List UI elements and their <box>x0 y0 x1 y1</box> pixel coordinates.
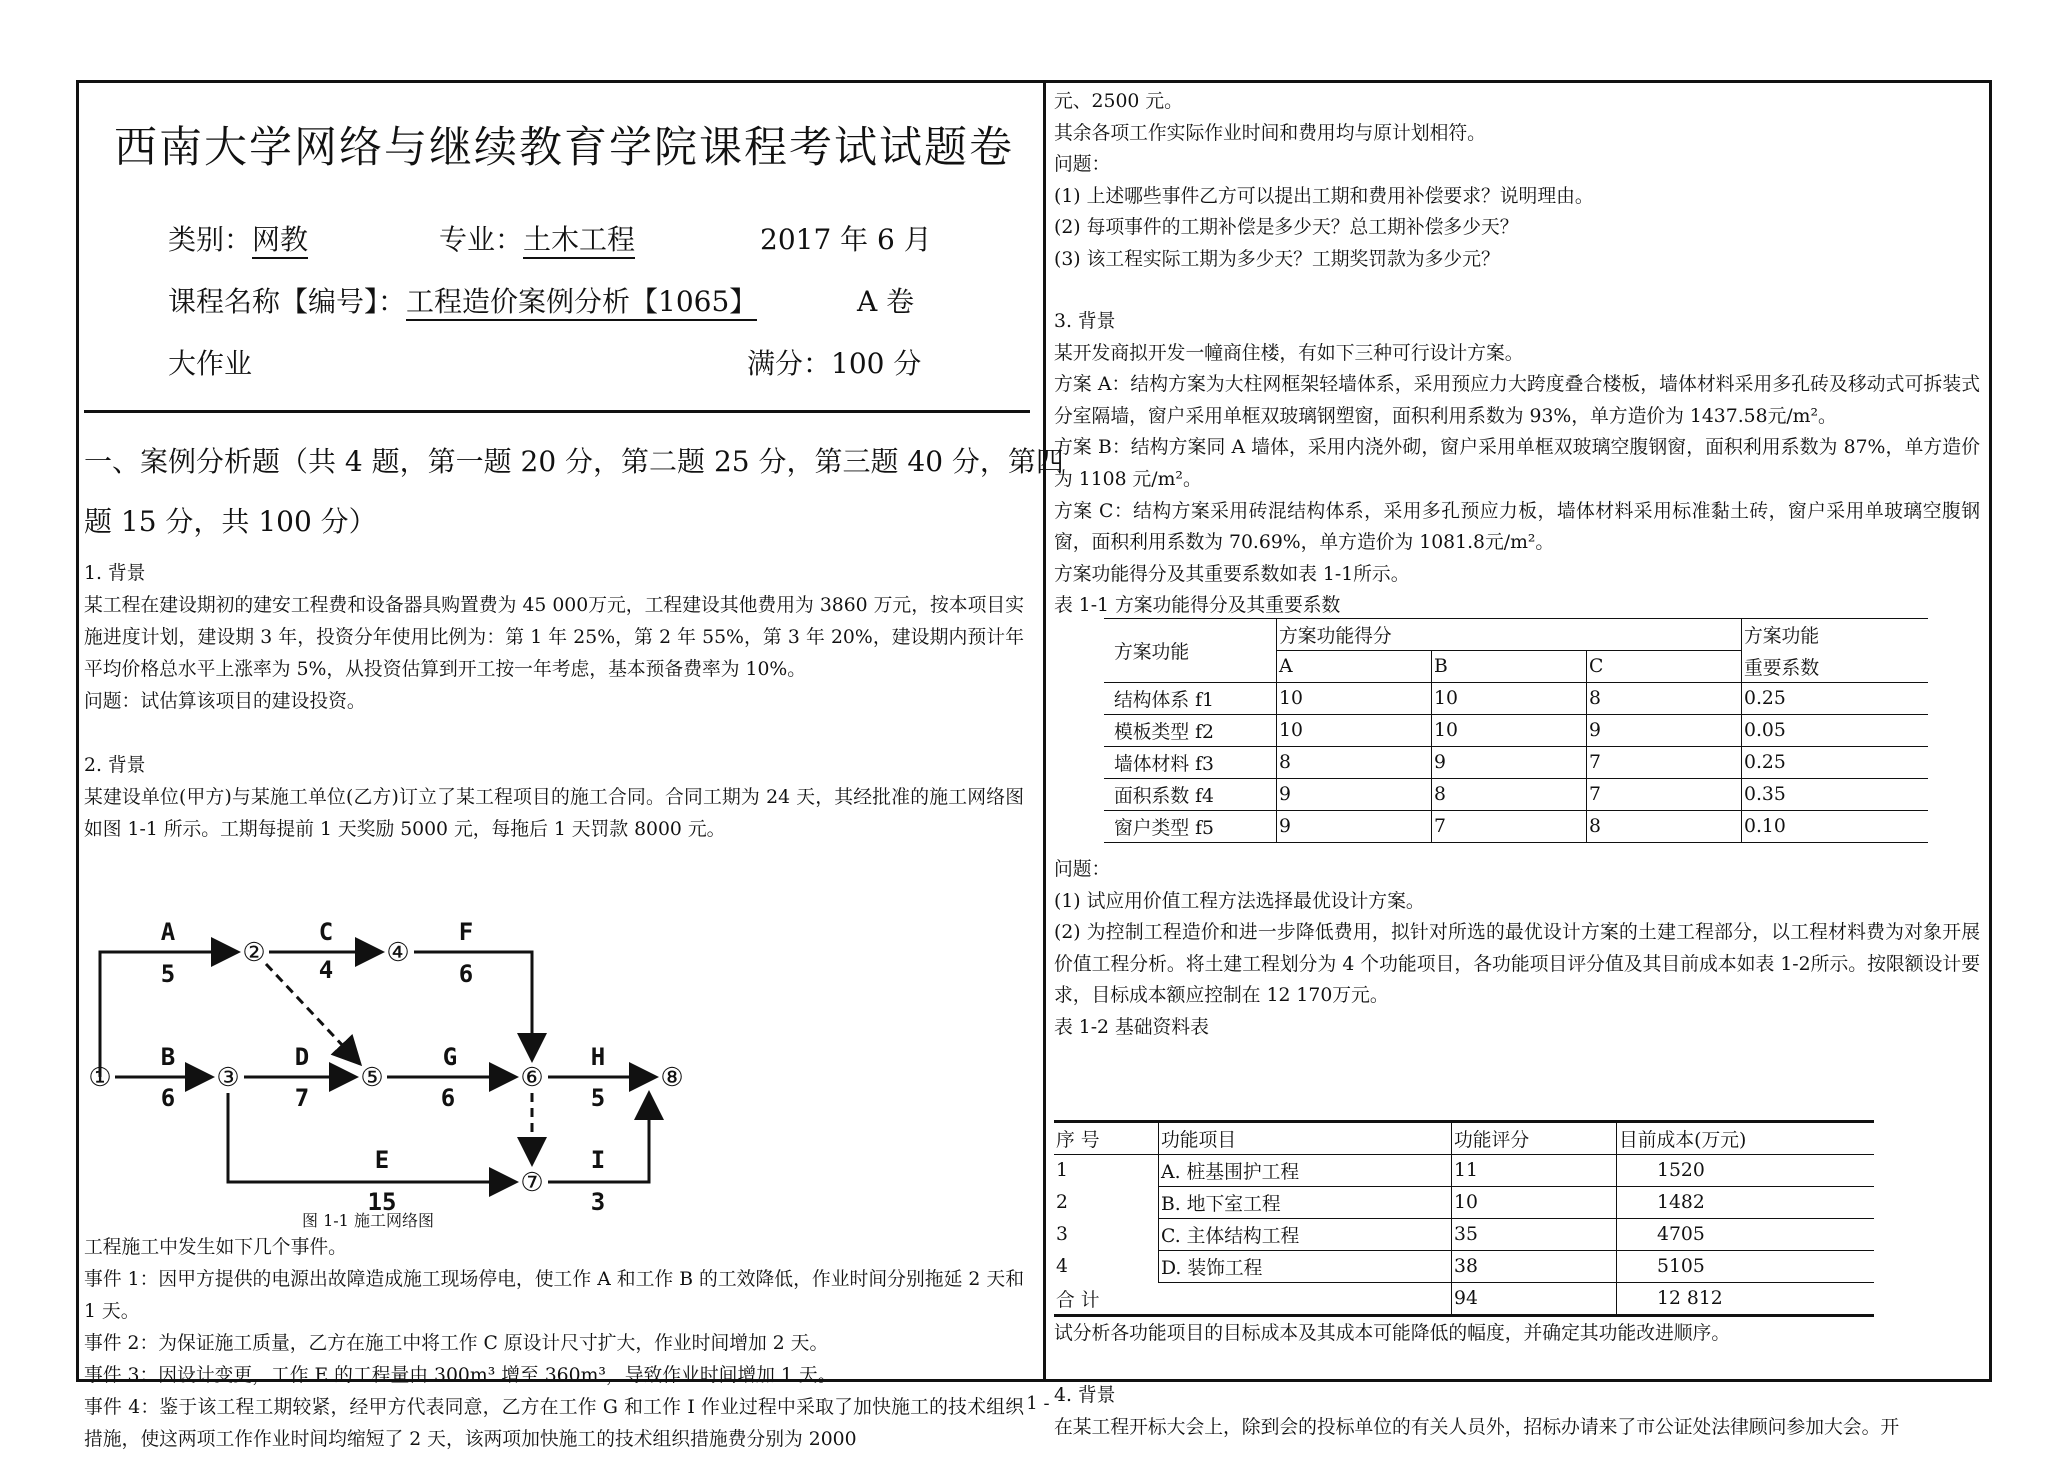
dummy-2-5-arrow <box>266 964 360 1064</box>
table-total-row <box>1054 1283 1874 1316</box>
t1-cell: 8 <box>1587 811 1742 843</box>
event-1: 事件 1：因甲方提供的电源出故障造成施工现场停电，使工作 A 和工作 B 的工效降低，作业时间分别拖延 2 天和 1 天。 <box>84 1269 1024 1322</box>
exam-date: 2017 年 6 月 <box>760 223 932 256</box>
t2-cell: 35 <box>1452 1219 1617 1251</box>
node-3: ③ <box>216 1063 240 1093</box>
table-row <box>1104 811 1928 843</box>
t1-cell: 8 <box>1587 683 1742 715</box>
t1-cell: 0.25 <box>1742 683 1929 715</box>
activity-D-duration: 7 <box>294 1084 310 1112</box>
t2-cell: 5105 <box>1617 1251 1875 1283</box>
section-title-line1: 一、案例分析题（共 4 题，第一题 20 分，第二题 25 分，第三题 40 分，第四 <box>84 445 1064 478</box>
q4-body: 在某工程开标大会上，除到会的投标单位的有关人员外，招标办请来了市公证处法律顾问参加大会。开 <box>1054 1416 1900 1438</box>
question-2-events <box>84 1232 1024 1456</box>
t2-cell: D. 装饰工程 <box>1159 1251 1452 1283</box>
t1-cell: 结构体系 f1 <box>1104 683 1277 715</box>
q1-body: 某工程在建设期初的建安工程费和设备器具购置费为 45 000万元，工程建设其他费用为 3860 万元，按本项目实施进度计划，建设期 3 年，投资分年使用比例为：第 1 年 25%，第 2 年 55%，第 3 年 20%，建设期内预计年平均价格总水平上涨率为 5%，从投资估算到开工按一年考虑，基本预备费率为 10%。 <box>84 595 1024 680</box>
table-row <box>1104 779 1928 811</box>
figure-caption: 图 1-1 施工网络图 <box>302 1211 434 1230</box>
t1-cell: 模板类型 f2 <box>1104 715 1277 747</box>
t2-head: 功能项目 <box>1159 1122 1452 1155</box>
q3-score-note: 方案功能得分及其重要系数如表 1-1所示。 <box>1054 563 1410 585</box>
paper-type: A 卷 <box>857 285 915 318</box>
exam-title: 西南大学网络与继续教育学院课程考试试题卷 <box>114 123 1014 173</box>
course-label: 课程名称【编号】： <box>168 285 407 318</box>
q3-head: 3. 背景 <box>1054 311 1116 332</box>
question-3-part2 <box>1054 854 1980 1044</box>
t1-head-a: A <box>1277 651 1432 683</box>
t1-cell: 8 <box>1432 779 1587 811</box>
t2-cell: 1 <box>1056 1160 1068 1182</box>
table-row <box>1054 1187 1874 1219</box>
q2-questions-head: 问题： <box>1054 154 1111 176</box>
table-row <box>1104 683 1928 715</box>
activity-A-label: A <box>160 918 176 946</box>
table1-title: 表 1-1 方案功能得分及其重要系数 <box>1054 595 1341 617</box>
t1-cell: 0.05 <box>1742 715 1929 747</box>
t1-cell: 9 <box>1277 779 1432 811</box>
course <box>168 280 757 320</box>
t1-cell: 7 <box>1432 811 1587 843</box>
t1-head-weight2: 重要系数 <box>1742 651 1929 683</box>
category-label: 类别： <box>168 223 253 256</box>
other-items-note: 其余各项工作实际作业时间和费用均与原计划相符。 <box>1054 122 1486 144</box>
header-rule <box>84 410 1030 413</box>
t1-head-weight1: 方案功能 <box>1742 619 1929 651</box>
activity-D-label: D <box>294 1043 310 1071</box>
q3-intro: 某开发商拟开发一幢商住楼，有如下三种可行设计方案。 <box>1054 342 1524 364</box>
table2-title: 表 1-2 基础资料表 <box>1054 1016 1209 1038</box>
t1-head-b: B <box>1432 651 1587 683</box>
t2-cell: 10 <box>1452 1187 1617 1219</box>
table-row <box>1054 1251 1874 1283</box>
question-2-continued <box>1054 86 1980 276</box>
activity-B-duration: 6 <box>160 1084 176 1112</box>
table-1-1 <box>1104 618 1928 843</box>
t2-cell: C. 主体结构工程 <box>1159 1219 1452 1251</box>
activity-I-duration: 3 <box>590 1188 606 1216</box>
full-score: 满分：100 分 <box>747 347 922 380</box>
t2-cell: 38 <box>1452 1251 1617 1283</box>
question-1 <box>84 558 1024 718</box>
activity-I-label: I <box>590 1146 606 1174</box>
t2-cell: 2 <box>1056 1192 1068 1213</box>
t1-cell: 10 <box>1277 683 1432 715</box>
activity-C-duration: 4 <box>318 956 334 984</box>
table-row <box>1104 715 1928 747</box>
event-4: 事件 4：鉴于该工程工期较紧，经甲方代表同意，乙方在工作 G 和工作 I 作业过程中采取了加快施工的技术组织措施，使这两项工作作业时间均缩短了 2 天，该两项加快施工的技术组织措施费分别为 2000 <box>84 1397 1024 1450</box>
q3-questions-head: 问题： <box>1054 859 1111 880</box>
node-4: ④ <box>386 938 410 968</box>
node-5: ⑤ <box>360 1063 384 1093</box>
t2-cell: 1482 <box>1617 1187 1875 1219</box>
q1-question: 问题：试估算该项目的建设投资。 <box>84 691 366 712</box>
table-row <box>1104 747 1928 779</box>
question-3 <box>1054 306 1980 622</box>
t1-cell: 7 <box>1587 747 1742 779</box>
t1-cell: 墙体材料 f3 <box>1104 747 1277 779</box>
section-title-line2: 题 15 分，共 100 分） <box>84 505 377 538</box>
t1-cell: 10 <box>1432 683 1587 715</box>
activity-H-duration: 5 <box>590 1084 606 1112</box>
q3-question-1: (1) 试应用价值工程方法选择最优设计方案。 <box>1054 890 1425 912</box>
node-6: ⑥ <box>520 1063 544 1093</box>
category <box>168 218 308 258</box>
activity-F-duration: 6 <box>458 960 474 988</box>
q2-question-2: (2) 每项事件的工期补偿是多少天？总工期补偿多少天？ <box>1054 217 1519 239</box>
course-value: 工程造价案例分析【1065】 <box>406 285 757 321</box>
t2-cell: 11 <box>1452 1155 1617 1187</box>
t2-cell: A. 桩基围护工程 <box>1159 1155 1452 1187</box>
q4-head: 4. 背景 <box>1054 1385 1116 1406</box>
t1-head-func: 方案功能 <box>1104 619 1277 683</box>
t2-cell: 1520 <box>1617 1155 1875 1187</box>
activity-F-label: F <box>458 918 474 946</box>
column-divider <box>1043 80 1046 1382</box>
q3-plan-c: 方案 C：结构方案采用砖混结构体系，采用多孔预应力板，墙体材料采用标准黏土砖，窗户采用单玻璃空腹钢窗，面积利用系数为 70.69%，单方造价为 1081.8元/m²。 <box>1054 500 1980 554</box>
activity-E-label: E <box>374 1146 390 1174</box>
major-label: 专业： <box>439 223 524 256</box>
page-number: - 1 - <box>1014 1393 1050 1414</box>
q1-head: 1. 背景 <box>84 563 146 584</box>
q2-body: 某建设单位(甲方)与某施工单位(乙方)订立了某工程项目的施工合同。合同工期为 24 天，其经批准的施工网络图如图 1-1 所示。工期每提前 1 天奖励 5000 元，每拖后 1 天罚款 8000 元。 <box>84 787 1024 840</box>
t2-head: 序 号 <box>1056 1130 1100 1151</box>
t1-cell: 0.25 <box>1742 747 1929 779</box>
node-7: ⑦ <box>520 1168 544 1198</box>
table-1-2 <box>1054 1120 1874 1317</box>
t1-cell: 10 <box>1432 715 1587 747</box>
t1-cell: 10 <box>1277 715 1432 747</box>
t2-head: 目前成本(万元) <box>1617 1122 1875 1155</box>
assignment-type: 大作业 <box>168 347 253 380</box>
t1-cell: 8 <box>1277 747 1432 779</box>
t2-cell: 12 812 <box>1617 1283 1875 1316</box>
table-row <box>1054 1155 1874 1187</box>
node-8: ⑧ <box>660 1063 684 1093</box>
activity-H-label: H <box>590 1043 606 1071</box>
t1-cell: 9 <box>1587 715 1742 747</box>
q3-plan-a: 方案 A：结构方案为大柱网框架轻墙体系，采用预应力大跨度叠合楼板，墙体材料采用多孔砖及移动式可拆装式分室隔墙，窗户采用单框双玻璃钢塑窗，面积利用系数为 93%，单方造价为 1437.58元/m²。 <box>1054 374 1980 427</box>
activity-C-label: C <box>318 918 334 946</box>
q3-question-2: (2) 为控制工程造价和进一步降低费用，拟针对所选的最优设计方案的土建工程部分，以工程材料费为对象开展价值工程分析。将土建工程划分为 4 个功能项目，各功能项目评分值及其目前成本如表 1-2所示。按限额设计要求，目标成本额应控制在 12 170万元。 <box>1054 922 1980 1007</box>
event-2: 事件 2：为保证施工质量，乙方在施工中将工作 C 原设计尺寸扩大，作业时间增加 2 天。 <box>84 1333 829 1354</box>
t1-cell: 9 <box>1277 811 1432 843</box>
activity-G-label: G <box>442 1043 458 1071</box>
question-2 <box>84 750 1024 846</box>
activity-B-label: B <box>160 1043 176 1071</box>
major <box>439 218 635 258</box>
t1-cell: 7 <box>1587 779 1742 811</box>
q3-tail: 试分析各功能项目的目标成本及其成本可能降低的幅度，并确定其功能改进顺序。 <box>1054 1323 1731 1344</box>
category-value: 网教 <box>252 223 308 259</box>
t2-cell: 4705 <box>1617 1219 1875 1251</box>
t2-head: 功能评分 <box>1452 1122 1617 1155</box>
q2-head: 2. 背景 <box>84 755 146 776</box>
t1-cell: 面积系数 f4 <box>1104 779 1277 811</box>
question-3-tail <box>1054 1318 1980 1350</box>
table-header-row <box>1054 1122 1874 1155</box>
q2-question-1: (1) 上述哪些事件乙方可以提出工期和费用补偿要求？说明理由。 <box>1054 185 1594 207</box>
t1-cell: 窗户类型 f5 <box>1104 811 1277 843</box>
t1-head-c: C <box>1587 651 1742 683</box>
network-diagram <box>84 852 684 1216</box>
activity-A-duration: 5 <box>160 960 176 988</box>
t1-cell: 0.35 <box>1742 779 1929 811</box>
t2-cell: B. 地下室工程 <box>1159 1187 1452 1219</box>
t2-cell: 94 <box>1452 1283 1617 1316</box>
t1-cell: 0.10 <box>1742 811 1929 843</box>
q3-plan-b: 方案 B：结构方案同 A 墙体，采用内浇外砌，窗户采用单框双玻璃空腹钢窗，面积利用系数为 87%，单方造价为 1108 元/m²。 <box>1054 437 1980 490</box>
t2-cell: 合 计 <box>1056 1289 1100 1311</box>
q2-question-3: (3) 该工程实际工期为多少天？工期奖罚款为多少元？ <box>1054 248 1500 270</box>
node-1: ① <box>88 1063 112 1093</box>
major-value: 土木工程 <box>523 223 635 259</box>
t1-head-score: 方案功能得分 <box>1277 619 1742 651</box>
node-2: ② <box>242 938 266 968</box>
t2-cell <box>1159 1283 1452 1316</box>
t2-cell: 3 <box>1056 1224 1068 1245</box>
event-3: 事件 3：因设计变更，工作 E 的工程量由 300m³ 增至 360m³，导致作业时间增加 1 天。 <box>84 1365 837 1386</box>
event-4-continued: 元、2500 元。 <box>1054 91 1183 112</box>
activity-E-duration: 15 <box>367 1188 397 1216</box>
activity-G-duration: 6 <box>440 1084 456 1112</box>
t1-cell: 9 <box>1432 747 1587 779</box>
events-intro: 工程施工中发生如下几个事件。 <box>84 1237 347 1258</box>
t2-cell: 4 <box>1056 1256 1068 1277</box>
table-row <box>1054 1219 1874 1251</box>
